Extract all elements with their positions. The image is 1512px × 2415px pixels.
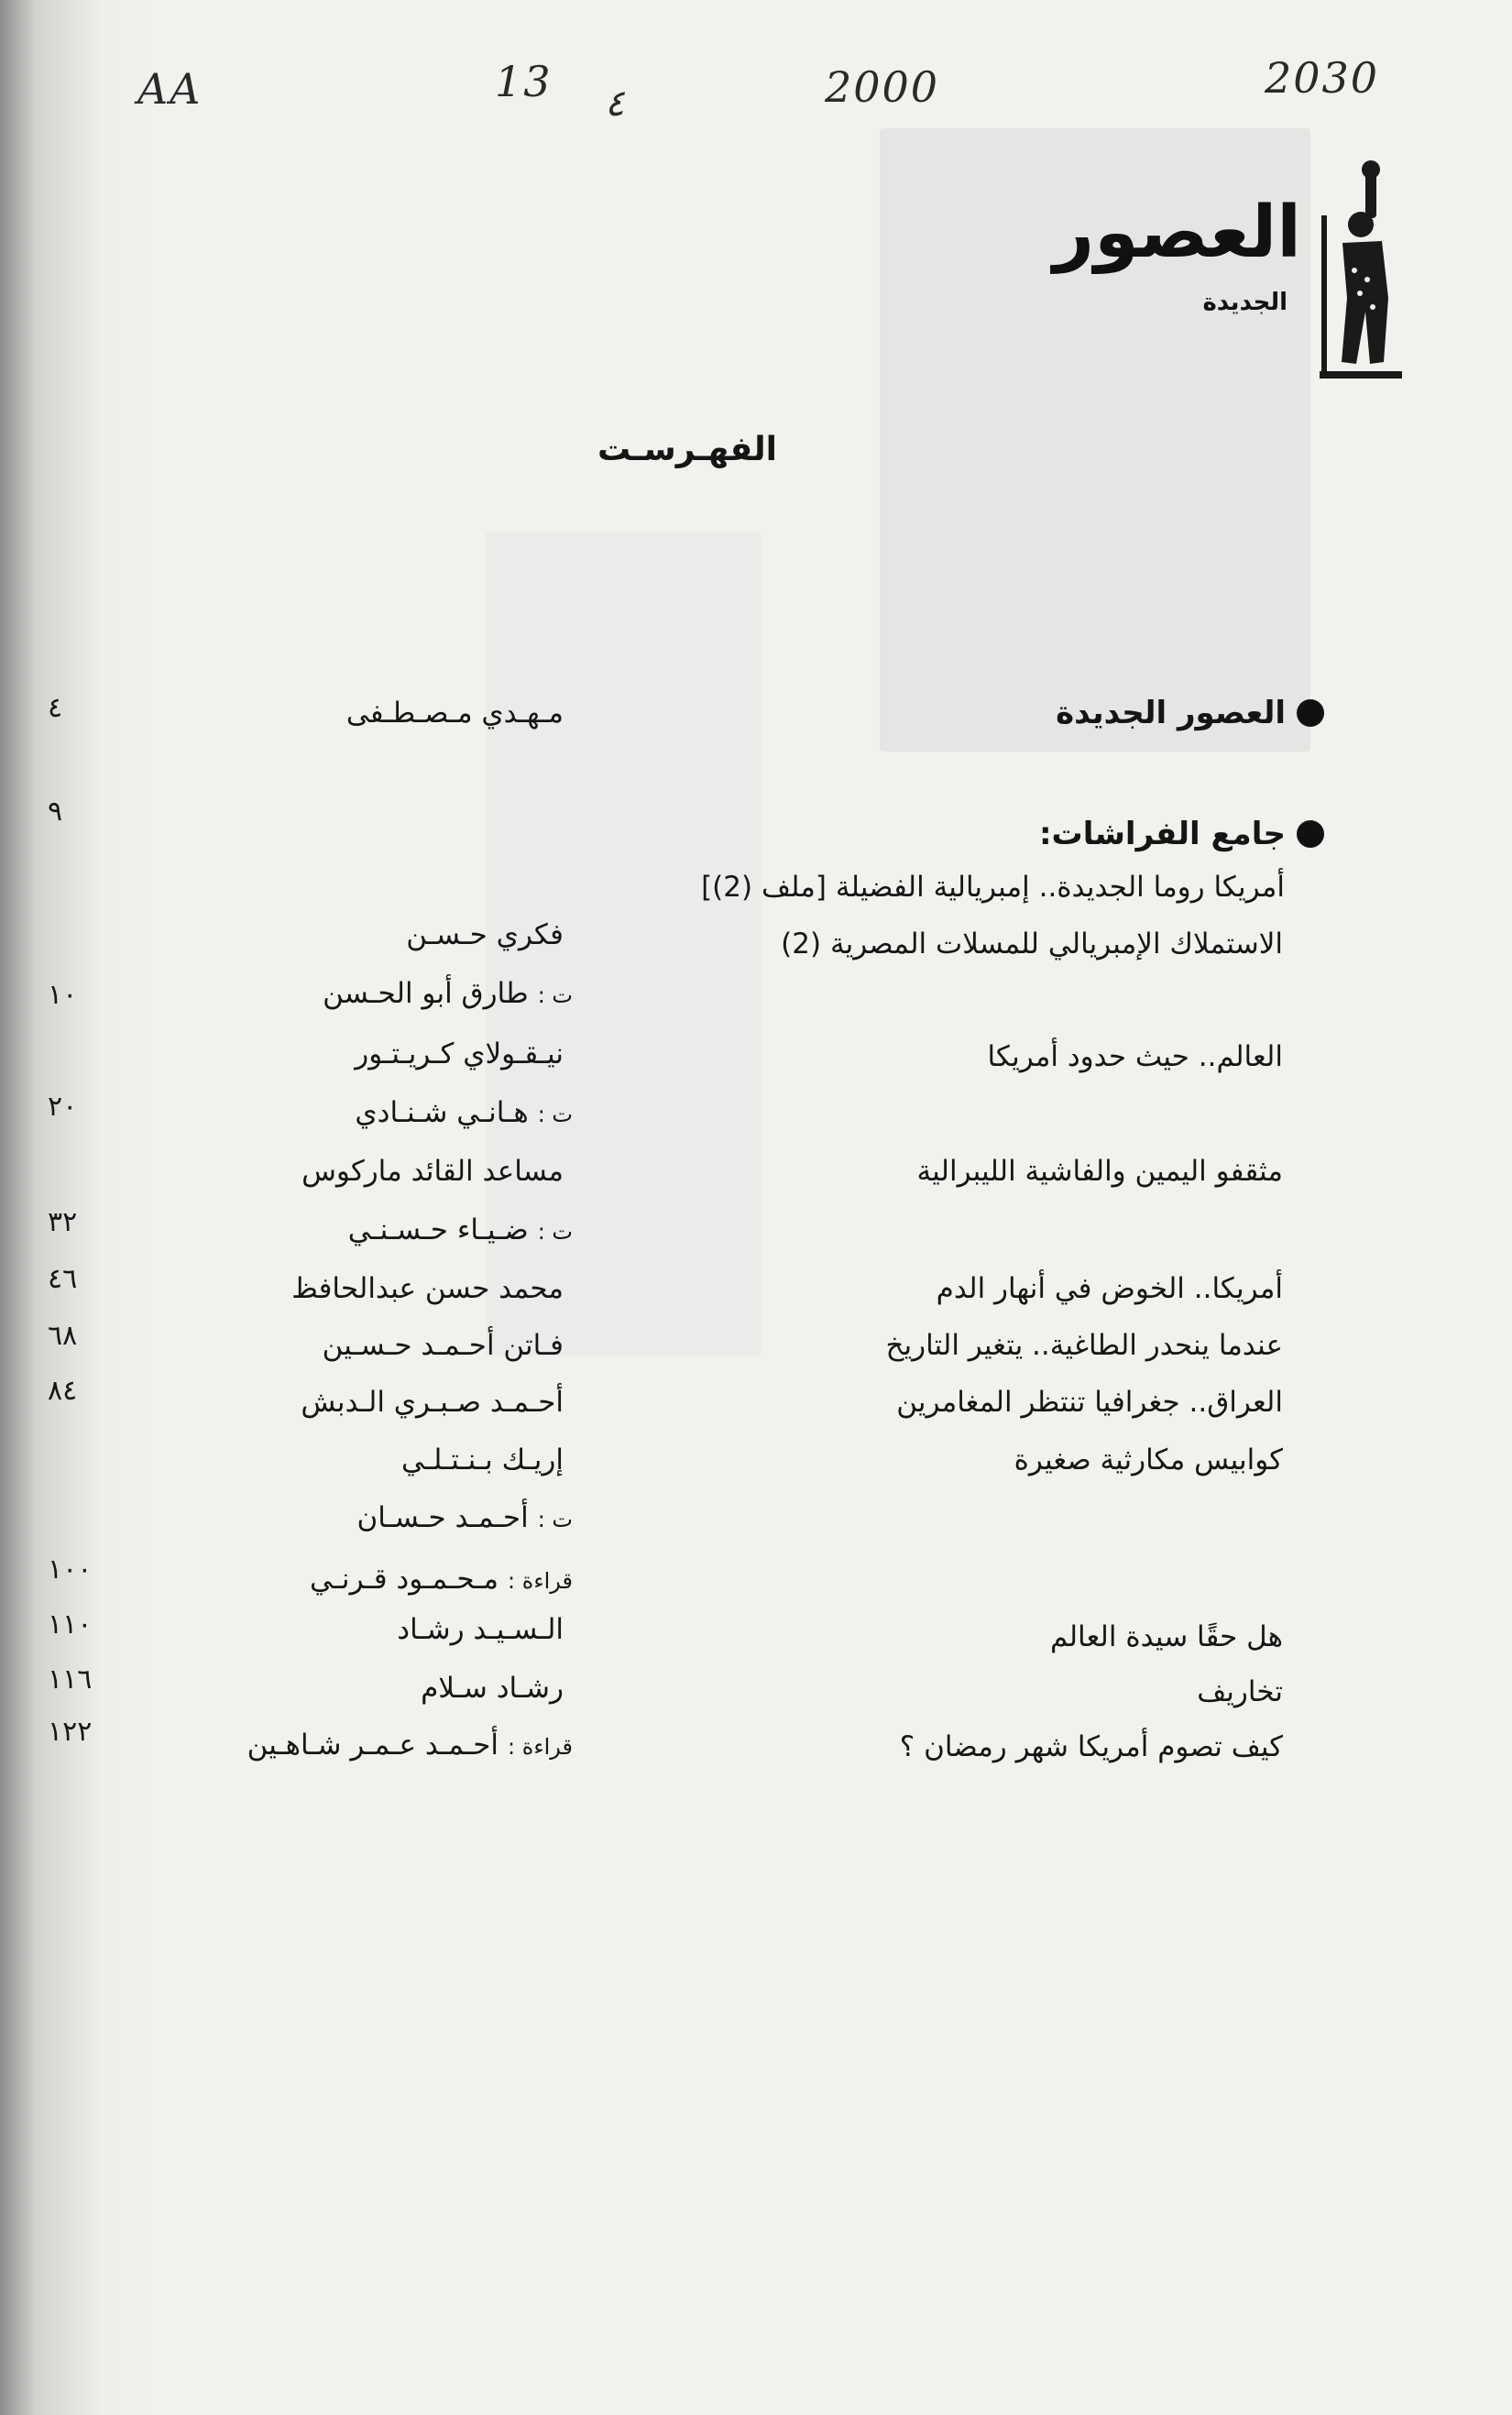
author-entry bbox=[346, 697, 573, 730]
author-name: فكري حـسـن bbox=[406, 918, 564, 951]
article-title: هل حقًا سيدة العالم bbox=[1049, 1620, 1283, 1653]
page-number: ٢٠ bbox=[48, 1091, 78, 1123]
article-title: كيف تصوم أمريكا شهر رمضان ؟ bbox=[899, 1730, 1283, 1763]
author-prefix: ت : bbox=[537, 1219, 573, 1245]
author-entry bbox=[355, 1037, 573, 1070]
page-number: ٦٨ bbox=[48, 1320, 78, 1352]
section-label: العصور الجديدة bbox=[1056, 695, 1286, 731]
logo-wordmark: العصور bbox=[1053, 192, 1301, 274]
page-number: ٨٤ bbox=[48, 1375, 78, 1407]
author-name: إريـك بـنـتـلـي bbox=[400, 1444, 564, 1476]
author-name: طارق أبو الحـسن bbox=[323, 977, 529, 1010]
author-name: أحـمـد حـسـان bbox=[356, 1501, 529, 1534]
author-name: فـاتن أحـمـد حـسـين bbox=[322, 1329, 564, 1362]
bullet-icon bbox=[1297, 699, 1324, 727]
toc-title: الفهـرسـت bbox=[597, 431, 778, 468]
author-name: مساعد القائد ماركوس bbox=[301, 1155, 564, 1188]
author-entry bbox=[421, 1672, 573, 1705]
page-number: ١١٠ bbox=[48, 1608, 93, 1641]
author-entry bbox=[397, 1613, 573, 1646]
author-entry bbox=[310, 1563, 573, 1596]
page-number: ١٠ bbox=[48, 979, 78, 1011]
author-prefix: ت : bbox=[537, 1507, 573, 1532]
article-title: عندما ينحدر الطاغية.. يتغير التاريخ bbox=[885, 1329, 1283, 1362]
author-entry bbox=[406, 918, 573, 951]
author-prefix: قراءة : bbox=[508, 1568, 573, 1594]
article-title: العراق.. جغرافيا تنتظر المغامرين bbox=[896, 1386, 1283, 1419]
author-entry bbox=[355, 1096, 573, 1129]
page-number: ١١٦ bbox=[48, 1663, 93, 1696]
article-title: العالم.. حيث حدود أمريكا bbox=[987, 1040, 1283, 1073]
article-title: أمريكا.. الخوض في أنهار الدم bbox=[936, 1272, 1283, 1305]
warrior-figure-icon bbox=[1310, 160, 1411, 380]
article-title: أمريكا روما الجديدة.. إمبريالية الفضيلة [ملف (2)] bbox=[701, 871, 1285, 904]
author-name: مـهـدي مـصـطـفى bbox=[345, 697, 564, 730]
handwritten-note: 2030 bbox=[1265, 53, 1380, 103]
author-entry bbox=[323, 977, 573, 1010]
author-name: أحـمـد صـبـري الـدبش bbox=[301, 1386, 564, 1419]
author-entry bbox=[291, 1272, 573, 1305]
handwritten-note: 2000 bbox=[825, 62, 940, 112]
author-name: محمد حسن عبدالحافظ bbox=[291, 1272, 564, 1305]
author-entry bbox=[401, 1444, 573, 1476]
author-entry bbox=[301, 1386, 573, 1419]
author-entry bbox=[348, 1213, 573, 1246]
page-number: ٤ bbox=[48, 692, 63, 724]
article-title: مثقفو اليمين والفاشية الليبرالية bbox=[916, 1155, 1283, 1188]
author-name: نيـقـولاي كـريـتـور bbox=[355, 1037, 564, 1070]
handwritten-note: AA bbox=[137, 64, 203, 114]
author-name: أحـمـد عـمـر شـاهـين bbox=[247, 1729, 499, 1762]
author-entry bbox=[323, 1329, 573, 1362]
author-entry bbox=[357, 1501, 574, 1534]
page-number: ١٠٠ bbox=[48, 1553, 93, 1586]
page-number: ٩ bbox=[48, 796, 63, 828]
author-name: هـانـي شـنـادي bbox=[355, 1096, 529, 1129]
author-entry bbox=[301, 1155, 573, 1188]
author-entry bbox=[247, 1729, 573, 1762]
bullet-icon bbox=[1297, 820, 1324, 848]
section-label: جامع الفراشات: bbox=[1038, 816, 1286, 852]
page-number: ١٢٢ bbox=[48, 1716, 93, 1748]
handwritten-note: ٤ bbox=[605, 82, 625, 125]
section-heading bbox=[1039, 816, 1324, 852]
author-name: ضـيـاء حـسـنـي bbox=[347, 1213, 529, 1246]
magazine-logo bbox=[1045, 160, 1411, 390]
author-name: الـسـيـد رشـاد bbox=[397, 1613, 564, 1646]
author-name: مـحـمـود قـرنـي bbox=[310, 1563, 499, 1596]
logo-subtitle: الجديدة bbox=[1202, 289, 1287, 316]
page-number: ٤٦ bbox=[48, 1263, 78, 1295]
handwritten-note: 13 bbox=[495, 57, 553, 106]
author-prefix: ت : bbox=[537, 982, 573, 1008]
author-name: رشـاد سـلام bbox=[421, 1672, 564, 1705]
page-number: ٣٢ bbox=[48, 1206, 78, 1238]
article-title: الاستملاك الإمبريالي للمسلات المصرية (2) bbox=[781, 928, 1283, 961]
section-heading bbox=[1056, 695, 1324, 731]
article-title: كوابيس مكارثية صغيرة bbox=[1013, 1444, 1283, 1476]
author-prefix: ت : bbox=[537, 1102, 573, 1127]
author-prefix: قراءة : bbox=[508, 1734, 573, 1760]
article-title: تخاريف bbox=[1197, 1675, 1283, 1708]
